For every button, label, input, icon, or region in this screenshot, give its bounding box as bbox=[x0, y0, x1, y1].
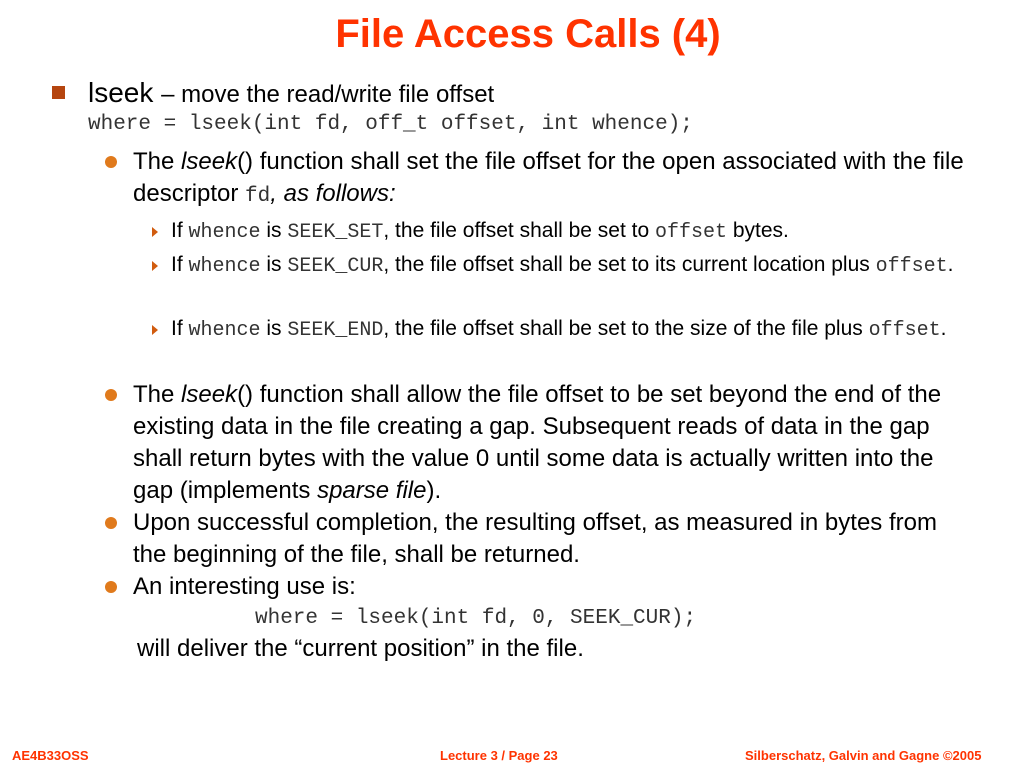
arrow-bullet-icon bbox=[152, 261, 158, 271]
sub-item-seek-end: If whence is SEEK_END, the file offset shall be set to the size of the file plus offset. bbox=[171, 317, 947, 342]
bullet-dot-icon bbox=[105, 389, 117, 401]
seek-cur-example: where = lseek(int fd, 0, SEEK_CUR); bbox=[255, 607, 697, 630]
lseek-description: – move the read/write file offset bbox=[161, 81, 495, 108]
bullet-dot-icon bbox=[105, 156, 117, 168]
footer-page: Lecture 3 / Page 23 bbox=[440, 748, 558, 763]
bullet-interesting-use: An interesting use is: bbox=[133, 573, 356, 600]
arrow-bullet-icon bbox=[152, 227, 158, 237]
bullet-dot-icon bbox=[105, 581, 117, 593]
bullet-dot-icon bbox=[105, 517, 117, 529]
current-position-note: will deliver the “current position” in the file. bbox=[137, 635, 584, 662]
lseek-term: lseek bbox=[88, 77, 154, 108]
sub-item-seek-set: If whence is SEEK_SET, the file offset shall be set to offset bytes. bbox=[171, 219, 789, 244]
footer-copyright: Silberschatz, Galvin and Gagne ©2005 bbox=[745, 748, 982, 763]
sub-item-seek-cur: If whence is SEEK_CUR, the file offset shall be set to its current location plus offset. bbox=[171, 253, 954, 278]
lseek-signature: where = lseek(int fd, off_t offset, int whence); bbox=[88, 113, 693, 136]
footer-course: AE4B33OSS bbox=[12, 748, 89, 763]
slide-title: File Access Calls (4) bbox=[335, 12, 721, 56]
bullet-set-offset: The lseek() function shall set the file offset for the open associated with the file descriptor fd, as follows: bbox=[133, 148, 964, 208]
arrow-bullet-icon bbox=[152, 325, 158, 335]
square-bullet-icon bbox=[52, 86, 65, 99]
bullet-sparse-file: The lseek() function shall allow the file offset to be set beyond the end of the existing data in the file creating a gap. Subsequent reads of data in the gap shall return bytes with the value 0 until some data is actually written into the gap (implements sparse file). bbox=[133, 381, 942, 504]
bullet-return-value: Upon successful completion, the resulting offset, as measured in bytes from the beginning of the file, shall be returned. bbox=[133, 509, 937, 568]
